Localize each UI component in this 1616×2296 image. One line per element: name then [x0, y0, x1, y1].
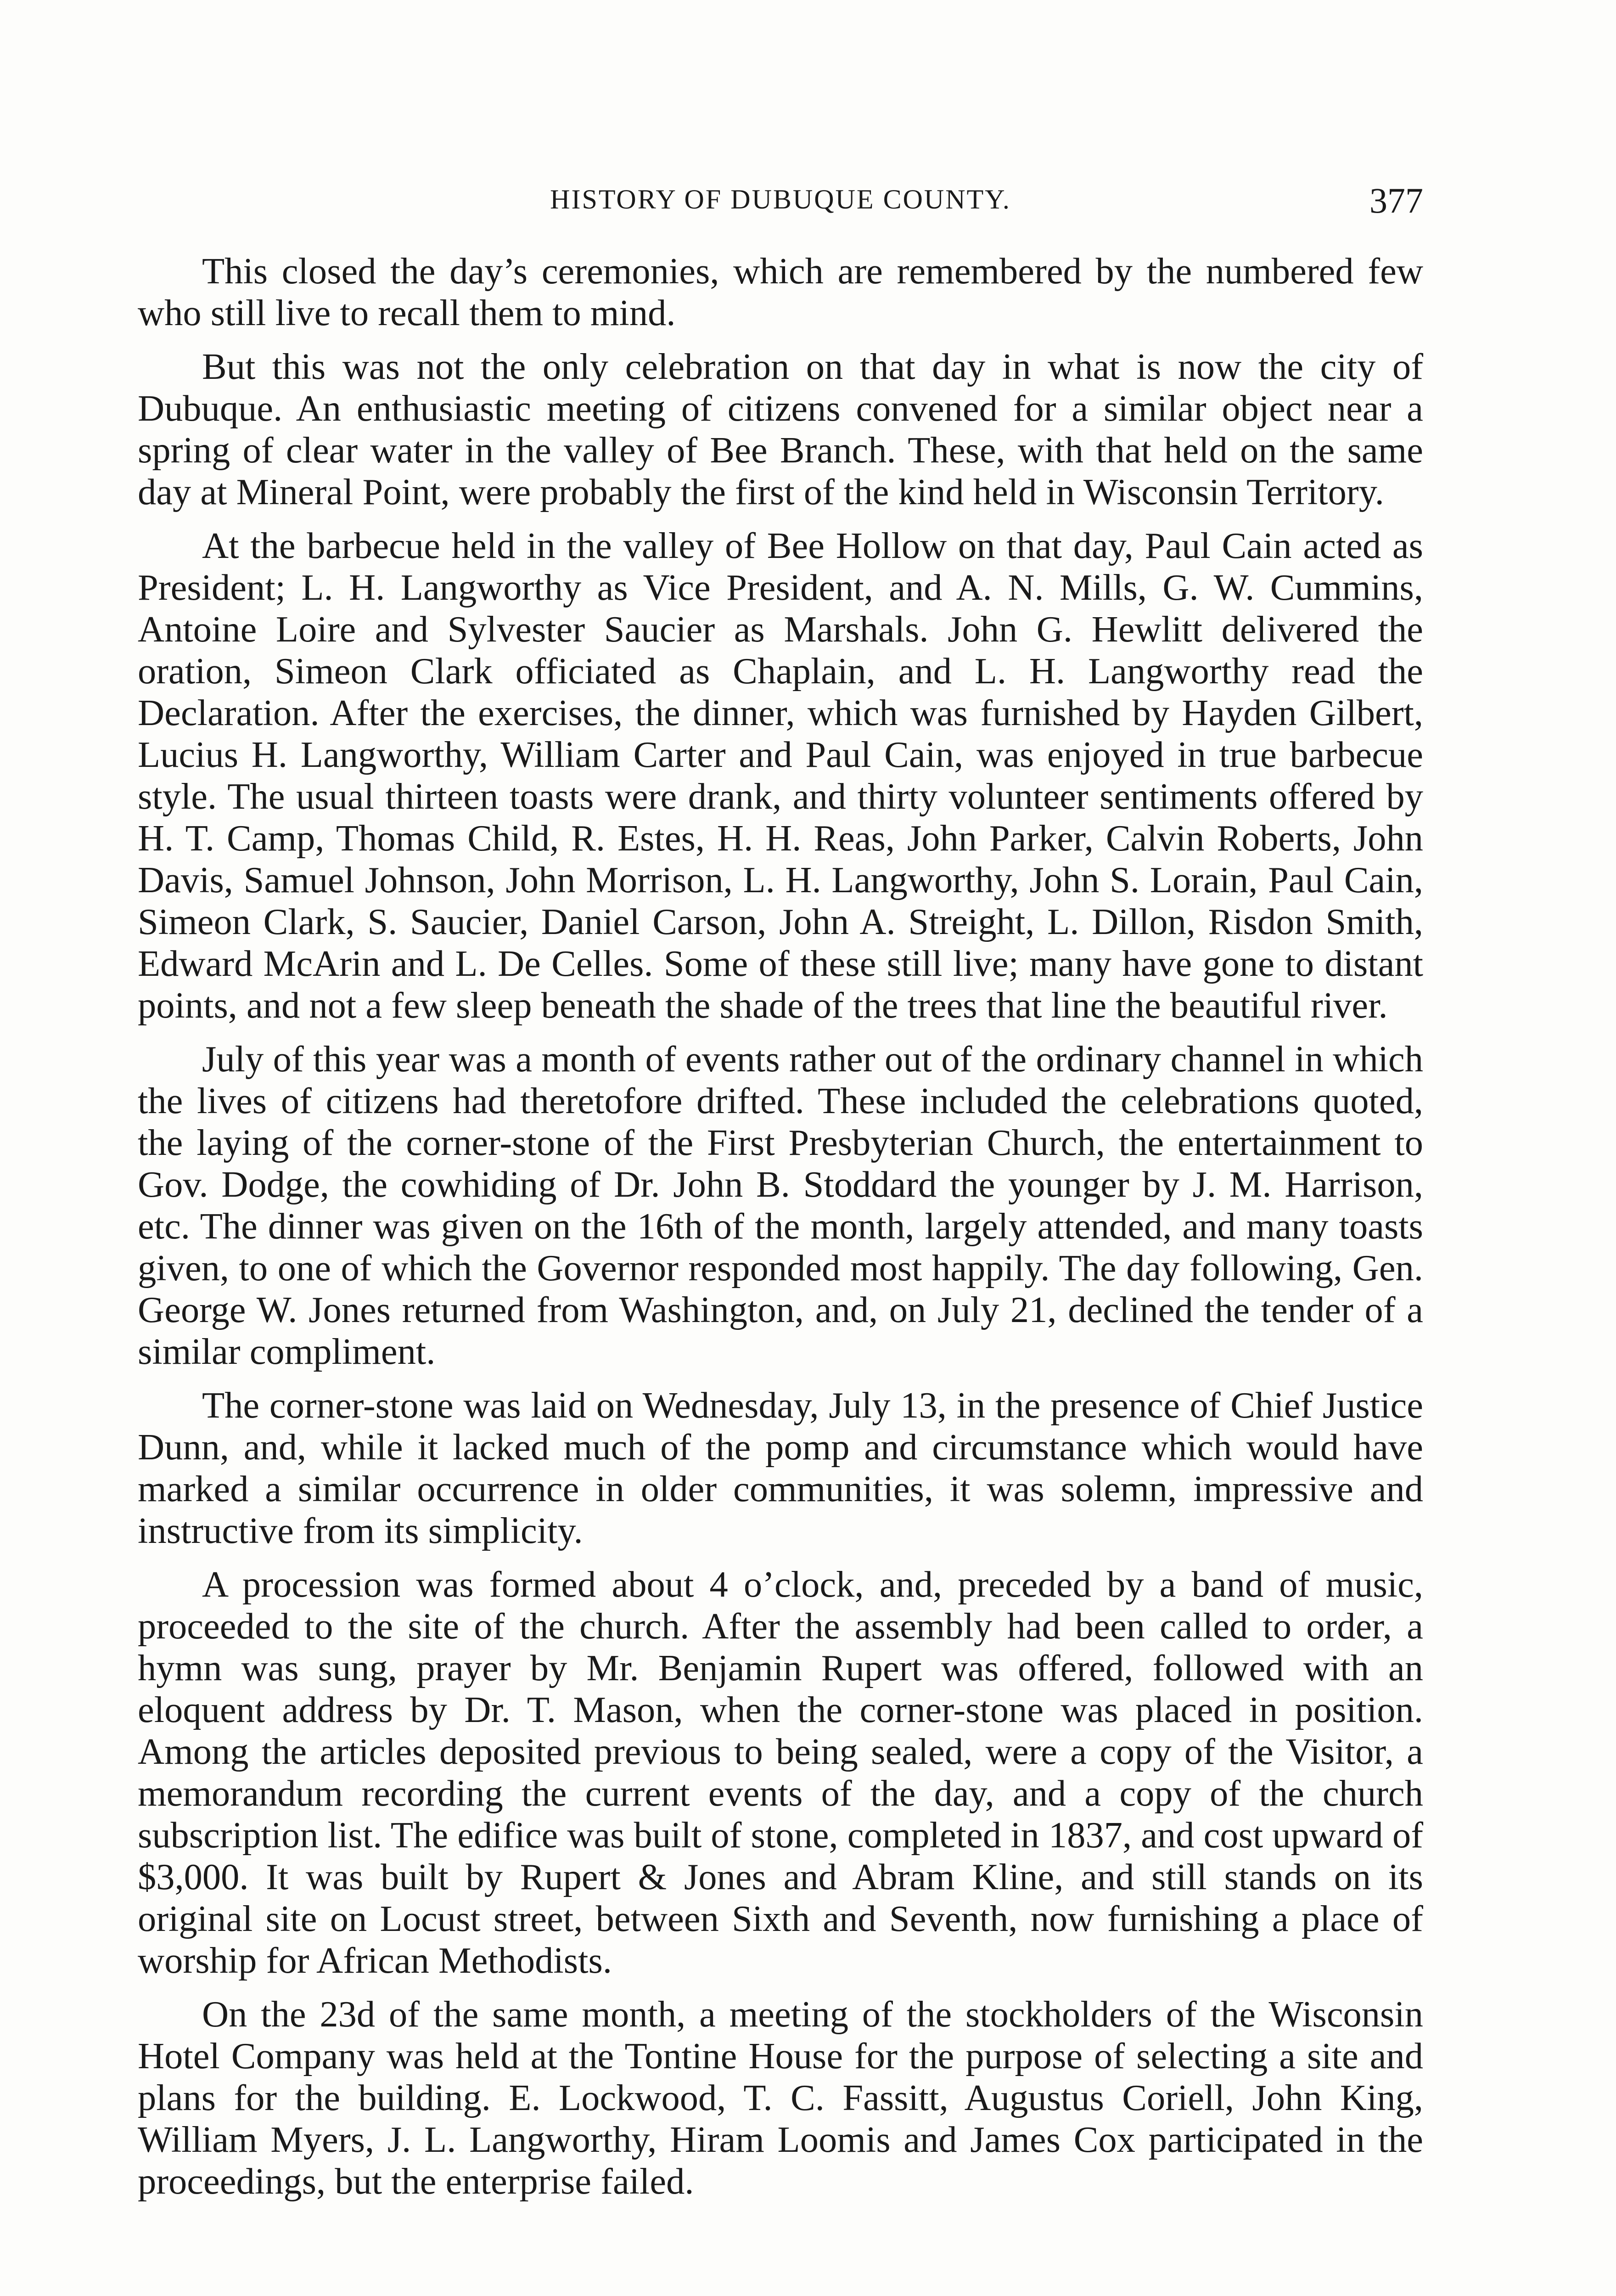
paragraph: July of this year was a month of events rather out of the ordinary channel in which the lives of citizens had theretofore drifted. These included the celebrations quoted, the laying of the corner-stone of the First Presbyterian Church, the entertainment to Gov. Dodge, the cowhiding of Dr. John B. Stoddard the younger by J. M. Harrison, etc. The dinner was given on the 16th of the month, largely attended, and many toasts given, to one of which the Governor responded most happily. The day following, Gen. George W. Jones returned from Washington, and, on July 21, declined the tender of a similar compliment. — [138, 1039, 1423, 1372]
running-title: HISTORY OF DUBUQUE COUNTY. — [550, 184, 1011, 214]
paragraph: But this was not the only celebration on that day in what is now the city of Dubuque. An enthusiastic meeting of citizens convened for a similar object near a spring of clear water in the valley of Bee Branch. These, with that held on the same day at Mineral Point, were probably the first of the kind held in Wisconsin Territory. — [138, 346, 1423, 512]
paragraph: The corner-stone was laid on Wednesday, July 13, in the presence of Chief Justice Dunn, and, while it lacked much of the pomp and circumstance which would have marked a similar occurrence in older communities, it was solemn, impressive and instructive from its simplicity. — [138, 1385, 1423, 1551]
page-header — [138, 180, 1423, 239]
paragraph: At the barbecue held in the valley of Bee Hollow on that day, Paul Cain acted as President; L. H. Langworthy as Vice President, and A. N. Mills, G. W. Cummins, Antoine Loire and Sylvester Saucier as Marshals. John G. Hewlitt delivered the oration, Simeon Clark officiated as Chaplain, and L. H. Langworthy read the Declaration. After the exercises, the dinner, which was furnished by Hayden Gilbert, Lucius H. Langworthy, William Carter and Paul Cain, was enjoyed in true barbecue style. The usual thirteen toasts were drank, and thirty volunteer sentiments offered by H. T. Camp, Thomas Child, R. Estes, H. H. Reas, John Parker, Calvin Roberts, John Davis, Samuel Johnson, John Morrison, L. H. Langworthy, John S. Lorain, Paul Cain, Simeon Clark, S. Saucier, Daniel Carson, John A. Streight, L. Dillon, Risdon Smith, Edward McArin and L. De Celles. Some of these still live; many have gone to distant points, and not a few sleep beneath the shade of the trees that line the beautiful river. — [138, 525, 1423, 1026]
paragraph: This closed the day’s ceremonies, which are remembered by the numbered few who still live to recall them to mind. — [138, 251, 1423, 333]
paragraph: A procession was formed about 4 o’clock, and, preceded by a band of music, proceeded to the site of the church. After the assembly had been called to order, a hymn was sung, prayer by Mr. Benjamin Rupert was offered, followed with an eloquent address by Dr. T. Mason, when the corner-stone was placed in position. Among the articles deposited previous to being sealed, were a copy of the Visitor, a memorandum recording the current events of the day, and a copy of the church subscription list. The edifice was built of stone, completed in 1837, and cost upward of $3,000. It was built by Rupert & Jones and Abram Kline, and still stands on its original site on Locust street, between Sixth and Seventh, now furnishing a place of worship for African Methodists. — [138, 1564, 1423, 1981]
body-text — [138, 250, 1423, 2214]
page-number: 377 — [1369, 180, 1423, 220]
paragraph: On the 23d of the same month, a meeting of the stockholders of the Wisconsin Hotel Company was held at the Tontine House for the purpose of selecting a site and plans for the building. E. Lockwood, T. C. Fassitt, Augustus Coriell, John King, William Myers, J. L. Langworthy, Hiram Loomis and James Cox participated in the proceedings, but the enterprise failed. — [138, 1994, 1423, 2202]
